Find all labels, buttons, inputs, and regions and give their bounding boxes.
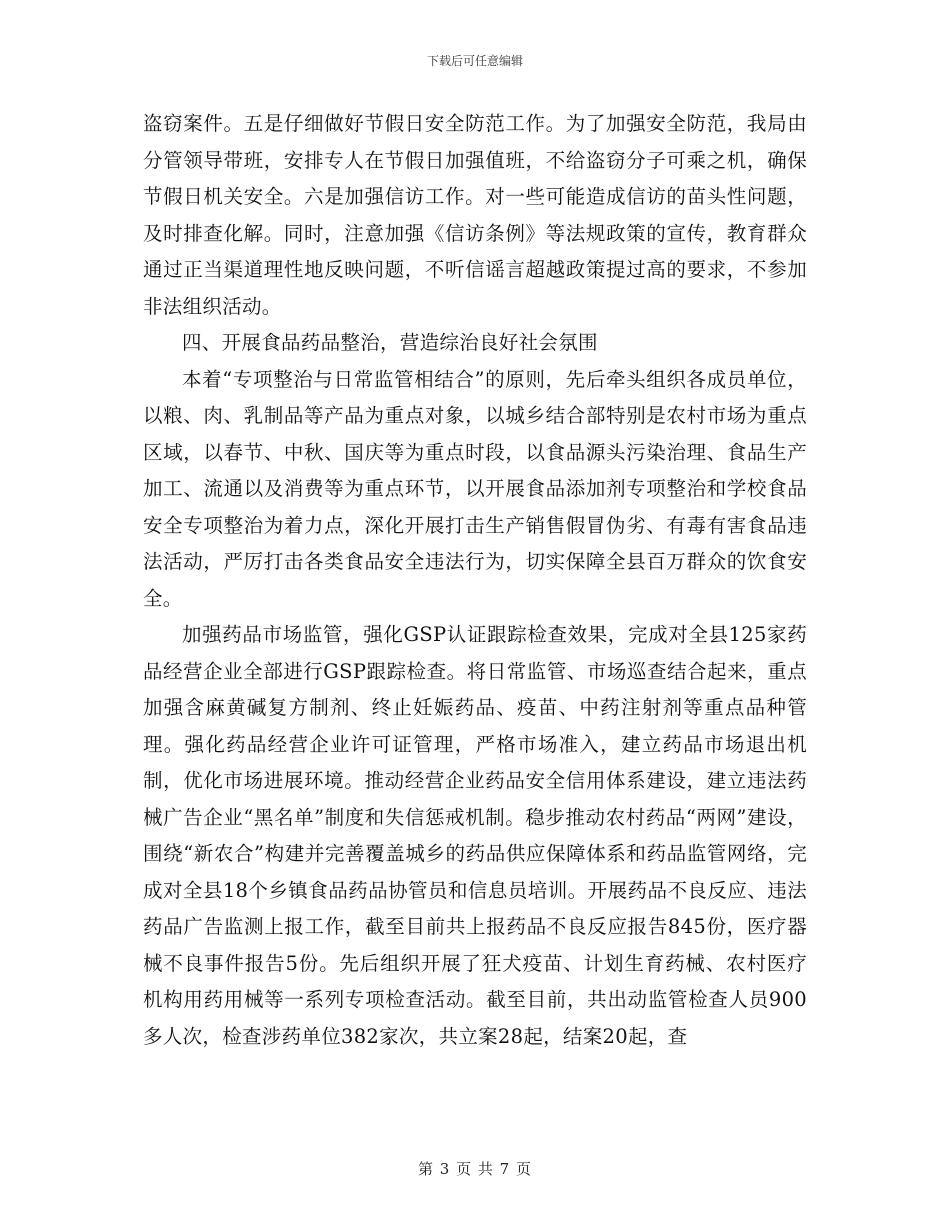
paragraph-continuation: 盗窃案件。五是仔细做好节假日安全防范工作。为了加强安全防范，我局由分管领导带班，安排专人在节假日加强值班，不给盗窃分子可乘之机，确保节假日机关安全。六是加强信访工作。对一些可能造成信访的苗头性问题，及时排查化解。同时，注意加强《信访条例》等法规政策的宣传，教育群众通过正当渠道理性地反映问题，不听信谣言超越政策提过高的要求，不参加非法组织活动。 [143,112,807,318]
paragraph-food-safety: 本着“专项整治与日常监管相结合”的原则，先后牵头组织各成员单位，以粮、肉、乳制品等产品为重点对象，以城乡结合部特别是农村市场为重点区域，以春节、中秋、国庆等为重点时段，以食品源头污染治理、食品生产加工、流通以及消费等为重点环节，以开展食品添加剂专项整治和学校食品安全专项整治为着力点，深化开展打击生产销售假冒伪劣、有毒有害食品违法活动，严厉打击各类食品安全违法行为，切实保障全县百万群众的饮食安全。 [143,367,807,610]
paragraph-drug-supervision: 加强药品市场监管，强化GSP认证跟踪检查效果，完成对全县125家药品经营企业全部进行GSP跟踪检查。将日常监管、市场巡查结合起来，重点加强含麻黄碱复方制剂、终止妊娠药品、疫苗、中药注射剂等重点品种管理。强化药品经营企业许可证管理，严格市场准入，建立药品市场退出机制，优化市场进展环境。推动经营企业药品安全信用体系建设，建立违法药械广告企业“黑名单”制度和失信惩戒机制。稳步推动农村药品“两网”建设，围绕“新农合”构建并完善覆盖城乡的药品供应保障体系和药品监管网络，完成对全县18个乡镇食品药品协管员和信息员培训。开展药品不良反应、违法药品广告监测上报工作，截至目前共上报药品不良反应报告845份，医疗器械不良事件报告5份。先后组织开展了狂犬疫苗、计划生育药械、农村医疗机构用药用械等一系列专项检查活动。截至目前，共出动监管检查人员900多人次，检查涉药单位382家次，共立案28起，结案20起，查 [143,623,807,1048]
page-number-footer: 第 3 页 共 7 页 [418,1160,532,1178]
section-heading: 四、开展食品药品整治，营造综治良好社会氛围 [182,331,598,354]
document-body [143,106,807,1055]
page-header-note: 下载后可任意编辑 [426,54,523,68]
